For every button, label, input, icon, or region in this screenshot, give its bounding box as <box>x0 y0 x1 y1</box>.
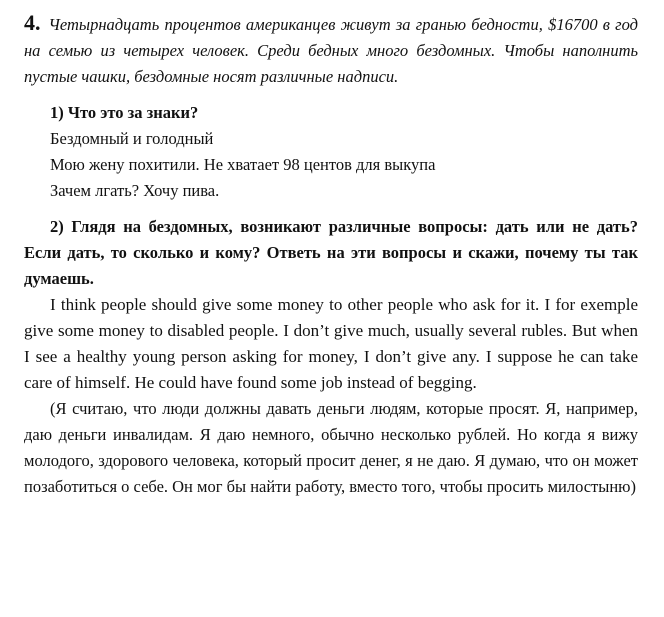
question-2-title: 2) Глядя на бездомных, возникают различные вопросы: дать или не дать? Если дать, то сколько и кому? Ответь на эти вопросы и скажи, почему ты так думаешь. <box>24 217 638 288</box>
task-intro-text: Четырнадцать процентов американцев живут за гранью бедности, $16700 в год на семью из четырех человек. Среди бедных много бездомных. Чтобы наполнить пустые чашки, бездомные носят различные надписи. <box>24 15 638 86</box>
answer-russian: (Я считаю, что люди должны давать деньги людям, которые просят. Я, например, даю деньги инвалидам. Я даю немного, обычно несколько рублей. Но когда я вижу молодого, здорового человека, который просит денег, я не даю. Я думаю, что он может позаботиться о себе. Он мог бы найти работу, вместо того, чтобы просить милостыню) <box>24 399 638 496</box>
task-intro <box>24 10 638 90</box>
textbook-page <box>24 10 638 500</box>
question-1-title: 1) Что это за знаки? <box>50 103 199 122</box>
answer-english: I think people should give some money to other people who ask for it. I for exemple give some money to disabled people. I don’t give much, usually several rubles. But when I see a healthy young person asking for money, I don’t give any. I suppose he can take care of himself. He could have found some job instead of begging. <box>24 295 638 392</box>
task-number: 4. <box>24 10 41 35</box>
question-1-block <box>24 100 638 204</box>
sign-text: Бездомный и голодный <box>50 129 214 148</box>
sign-text: Мою жену похитили. Не хватает 98 центов для выкупа <box>50 155 436 174</box>
sign-text: Зачем лгать? Хочу пива. <box>50 181 220 200</box>
